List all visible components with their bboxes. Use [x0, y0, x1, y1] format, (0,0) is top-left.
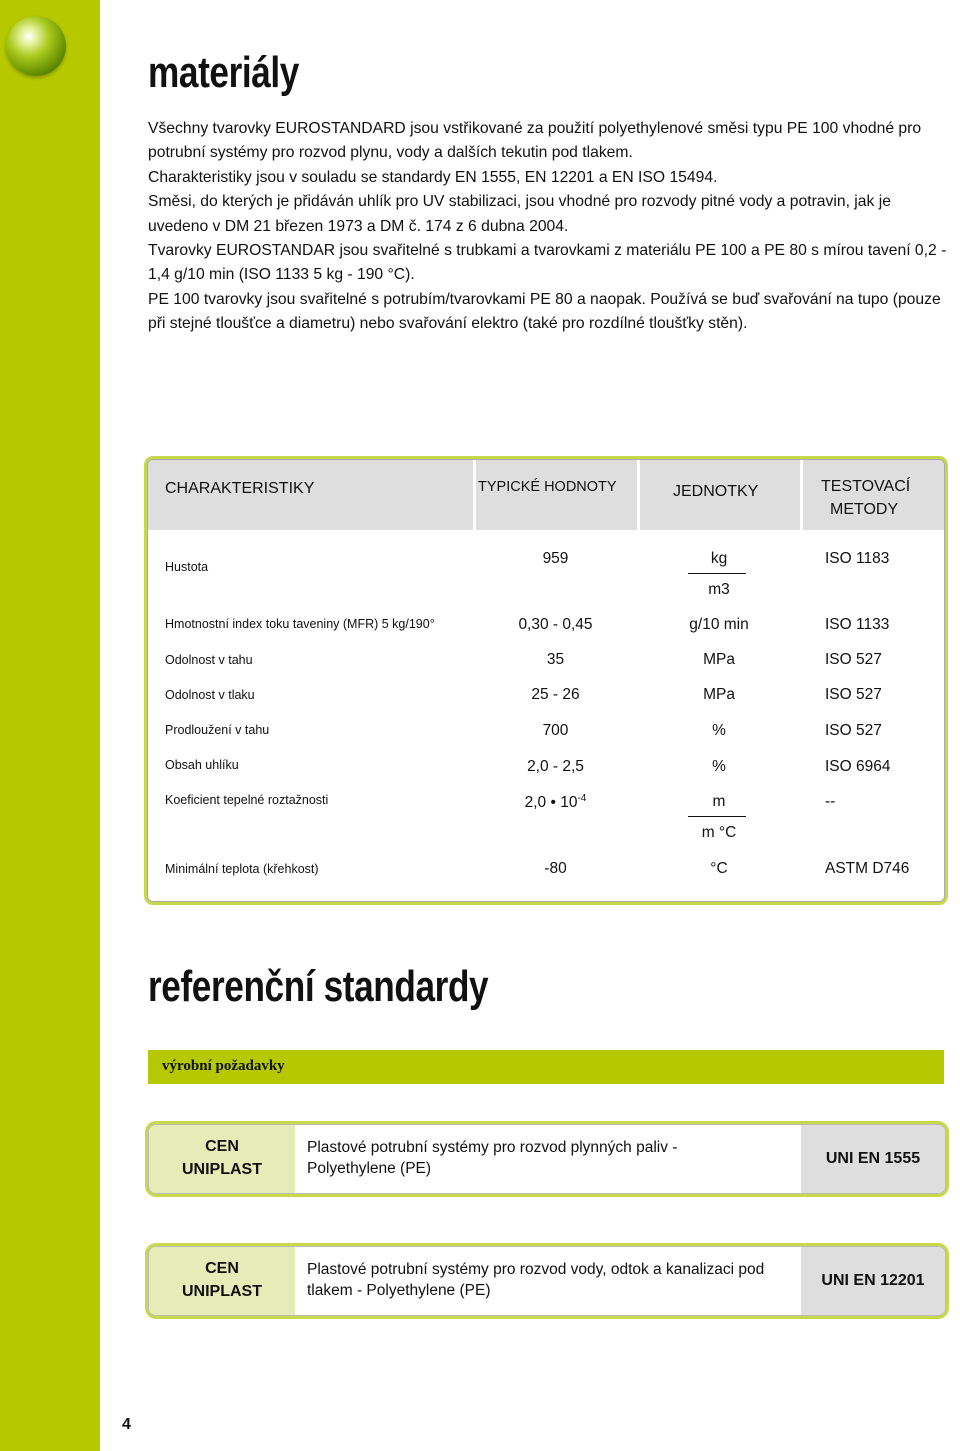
- header-units: JEDNOTKY: [673, 483, 759, 500]
- subheading: výrobní požadavky: [162, 1058, 285, 1074]
- intro-paragraph: Charakteristiky jsou v souladu se standardy EN 1555, EN 12201 a EN ISO 15494.: [148, 168, 718, 186]
- row-method: ISO 6964: [825, 758, 891, 775]
- header-typical-values: TYPICKÉ HODNOTY: [478, 479, 617, 495]
- row-unit: g/10 min: [689, 616, 749, 633]
- standard-description: Plastové potrubní systémy pro rozvod vody, odtok a kanalizaci pod tlakem - Polyethylene (PE): [307, 1261, 765, 1299]
- intro-paragraph: Směsi, do kterých je přidáván uhlík pro UV stabilizaci, jsou vhodné pro rozvody pitné vody a potravin, jak je uvedeno v DM 21 březen 1973 a DM č. 174 z 6 dubna 2004.: [148, 193, 891, 235]
- row-value-exponent: -4: [577, 793, 587, 804]
- row-label: Odolnost v tahu: [165, 653, 253, 667]
- intro-paragraph: Tvarovky EUROSTANDAR jsou svařitelné s trubkami a tvarovkami z materiálu PE 100 a PE 80 s mírou tavení 0,2 - 1,4 g/10 min (ISO 1133 5 kg - 190 °C).: [148, 242, 947, 284]
- row-method: ISO 527: [825, 651, 882, 668]
- intro-paragraph: PE 100 tvarovky jsou svařitelné s potrubím/tvarovkami PE 80 a naopak. Používá se buď svařování na tupo (pouze při stejné tloušťce a diametru) nebo svařování elektro (také pro rozdílné tloušťky stěn).: [148, 290, 941, 333]
- row-value: -80: [544, 860, 567, 877]
- header-test-methods-2: METODY: [830, 501, 899, 518]
- row-method: ISO 527: [825, 686, 882, 703]
- row-method: --: [825, 793, 836, 810]
- row-value: 0,30 - 0,45: [518, 616, 593, 633]
- row-unit: %: [712, 758, 726, 775]
- intro-text: [148, 117, 953, 337]
- org-line-1: CEN: [205, 1138, 239, 1155]
- row-method: ISO 1183: [825, 550, 890, 567]
- org-line-2: UNIPLAST: [182, 1161, 262, 1178]
- row-unit: m: [712, 793, 726, 810]
- standards-title: referenční standardy: [148, 962, 489, 1011]
- row-value: 25 - 26: [531, 686, 580, 703]
- org-line-2: UNIPLAST: [182, 1283, 262, 1300]
- column-divider: [800, 460, 803, 901]
- standard-item: [148, 1124, 946, 1194]
- properties-table: [147, 459, 945, 902]
- row-unit: °C: [710, 860, 728, 877]
- header-test-methods-1: TESTOVACÍ: [821, 478, 911, 495]
- fraction-line: [688, 816, 746, 817]
- side-accent-bar: [0, 0, 100, 1451]
- standard-description: Plastové potrubní systémy pro rozvod plynných paliv - Polyethylene (PE): [307, 1139, 678, 1177]
- row-unit: MPa: [703, 651, 735, 668]
- row-method: ISO 1133: [825, 616, 890, 633]
- row-unit: kg: [710, 550, 728, 567]
- row-label: Prodloužení v tahu: [165, 723, 270, 737]
- header-characteristics: CHARAKTERISTIKY: [165, 480, 315, 497]
- intro-paragraph: Všechny tvarovky EUROSTANDARD jsou vstřikované za použití polyethylenové směsi typu PE 100 vhodné pro potrubní systémy pro rozvod plynu, vody a dalších tekutin pod tlakem.: [148, 120, 922, 162]
- row-unit-denominator: m °C: [701, 824, 737, 841]
- row-label: Obsah uhlíku: [165, 758, 239, 772]
- standard-code: UNI EN 12201: [801, 1247, 945, 1315]
- row-value-base: 2,0 • 10: [524, 794, 578, 812]
- org-line-1: CEN: [205, 1260, 239, 1277]
- row-label: Hmotnostní index toku taveniny (MFR) 5 kg/190°: [165, 617, 435, 631]
- row-label: Koeficient tepelné roztažnosti: [165, 793, 329, 807]
- row-unit: MPa: [703, 686, 735, 703]
- row-method: ASTM D746: [825, 860, 910, 877]
- row-value: 35: [546, 651, 565, 668]
- column-divider: [473, 460, 476, 901]
- row-method: ISO 527: [825, 722, 882, 739]
- row-value: [474, 793, 637, 812]
- row-label: Minimální teplota (křehkost): [165, 862, 319, 876]
- row-value: 700: [542, 722, 569, 739]
- page-number: 4: [122, 1416, 131, 1433]
- fraction-line: [688, 573, 746, 574]
- subheading-bar: [148, 1050, 944, 1084]
- row-unit: %: [712, 722, 726, 739]
- standard-organization: [149, 1247, 295, 1315]
- table-header: [148, 460, 944, 530]
- standard-organization: [149, 1125, 295, 1193]
- row-label: Hustota: [165, 560, 209, 574]
- standard-item: [148, 1246, 946, 1316]
- standard-code: UNI EN 1555: [801, 1125, 945, 1193]
- row-value: 2,0 - 2,5: [527, 758, 584, 775]
- row-value: 959: [542, 550, 569, 567]
- row-unit-denominator: m3: [708, 581, 730, 598]
- row-label: Odolnost v tlaku: [165, 688, 255, 702]
- page-title: materiály: [148, 48, 299, 97]
- green-sphere-logo: [6, 16, 66, 76]
